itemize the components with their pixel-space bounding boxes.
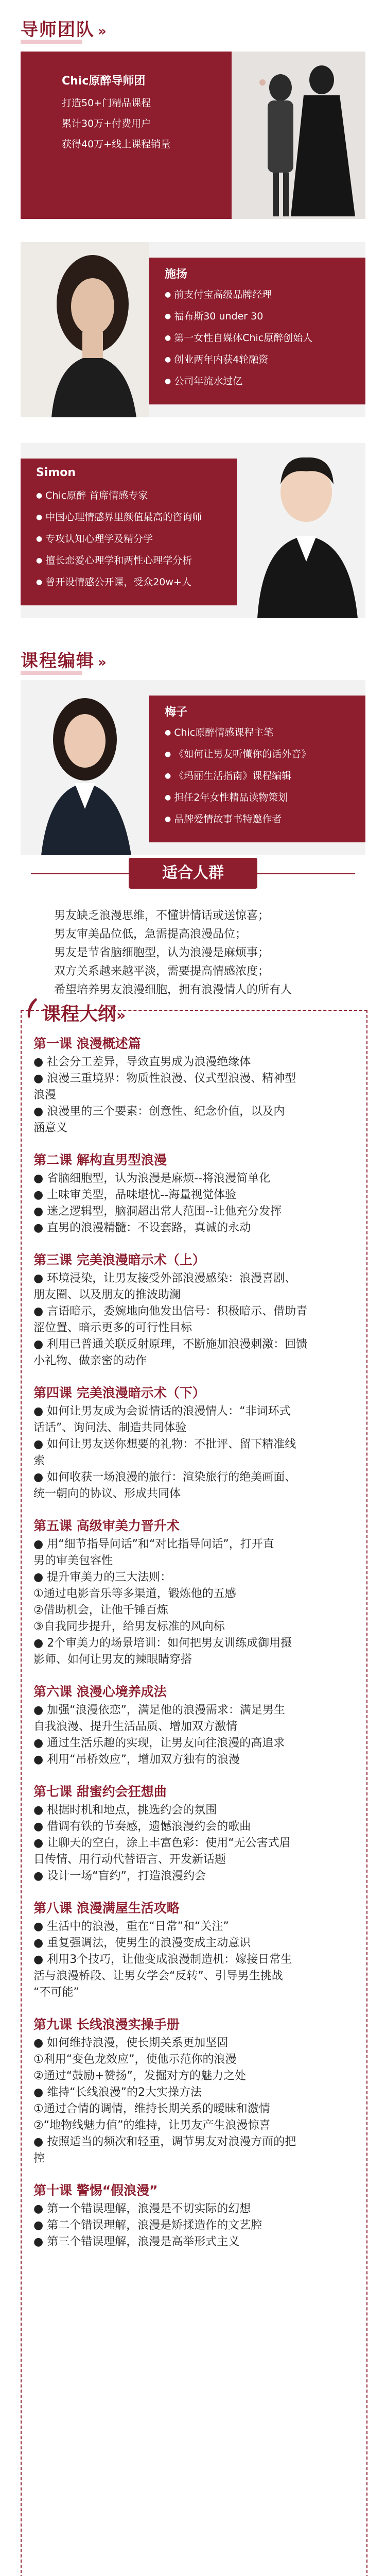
team-photo [21, 242, 149, 417]
portrait-man-icon [247, 443, 365, 618]
course-title: 第一课 浪漫概述篇 [33, 1036, 141, 1051]
course-item: ● 借调有铁的节奏感，遗憾浪漫约会的歌曲 [33, 1820, 251, 1833]
course-title: 第五课 高级审美力晋升术 [33, 1518, 180, 1533]
audience-line: 希望培养男友浪漫细胞，拥有浪漫情人的所有人 [54, 984, 292, 996]
team-photo [247, 443, 365, 618]
course-item: ● 重复强调法，使男生的浪漫变成主动意识 [33, 1937, 251, 1950]
course-item: ③自我同步提升，给男友标准的风向标 [33, 1620, 225, 1633]
course-item: 涵意义 [33, 1122, 68, 1134]
audience-line: 男友缺乏浪漫思维，不懂讲情话或送惊喜； [54, 909, 270, 922]
course-item: ● 第三个错误理解，浪漫是高举形式主义 [33, 2235, 240, 2248]
course-title: 第七课 甜蜜约会狂想曲 [33, 1784, 167, 1799]
course-item: ● 生活中的浪漫，重在“日常”和“关注” [33, 1920, 229, 1933]
card-info [21, 72, 232, 198]
course-item: ● 用“细节指导问话”和“对比指导问话”，打开直 [33, 1538, 274, 1551]
course-item: ● 根据时机和地点，挑选约会的氛围 [33, 1804, 217, 1817]
card-band [149, 696, 365, 842]
card-line: 累计30万+付费用户 [62, 118, 151, 129]
card-name: 梅子 [165, 706, 188, 719]
course-item: 朋友圈、以及朋友的推波助澜 [33, 1289, 181, 1301]
audience-line: 男友审美品位低，急需提高浪漫品位； [54, 928, 247, 941]
card-line: ● 《玛丽生活指南》课程编辑 [165, 766, 311, 787]
course-title: 第四课 完美浪漫暗示术（下） [33, 1385, 205, 1400]
course-item: ● 第一个错误理解，浪漫是不切实际的幻想 [33, 2202, 251, 2215]
card-line: ● 曾开设情感公开课，受众20w+人 [36, 572, 202, 594]
card-line: ● Chic原醉情感课程主笔 [165, 722, 311, 744]
course-item: ①通过电影音乐等多渠道，锻炼他的五感 [33, 1587, 236, 1600]
card-line: ● 创业两年内获4轮融资 [165, 349, 312, 371]
course-item: 涩位置、暗示更多的可行性目标 [33, 1321, 192, 1334]
card-line: ● 担任2年女性精品读物策划 [165, 787, 311, 809]
course-item: ● 维持“长线浪漫”的2大实操方法 [33, 2086, 202, 2099]
card-line: ● 第一女性自媒体Chic原醉创始人 [165, 328, 312, 349]
course-item: ● 土味审美型，品味堪忧--海量视觉体验 [33, 1189, 237, 1201]
card-line: ● 《如何让男友听懂你的话外音》 [165, 744, 311, 766]
team-card-1 [21, 52, 365, 219]
card-line: ● 专攻认知心理学及精分学 [36, 529, 202, 550]
course-item: ②通过“鼓励+赞扬”，发掘对方的魅力之处 [33, 2070, 246, 2082]
course-item: 目传情、用行动代替语言、开发新话题 [33, 1853, 226, 1866]
course-item: ● 利用3个技巧，让他变成浪漫制造机：嫁接日常生 [33, 1953, 292, 1966]
course-item: ● 如何让男友送你想要的礼物：不批评、留下精准线 [33, 1438, 296, 1451]
course-item: 索 [33, 1454, 45, 1467]
course-item: ● 第二个错误理解，浪漫是矫揉造作的文艺腔 [33, 2219, 262, 2232]
card-name: 施扬 [165, 268, 188, 281]
course-item: ● 利用已普通关联反射原理，不断施加浪漫刺激：回馈 [33, 1338, 308, 1351]
card-line: 获得40万+线上课程销量 [62, 139, 171, 150]
course-item: ● 设计一场“盲约”，打造浪漫约会 [33, 1870, 206, 1883]
card-band [149, 258, 365, 404]
course-item: 统一朝向的协议、形成共同体 [33, 1487, 181, 1500]
course-item: ● 如何让男友成为会说情话的浪漫情人：“非词环式 [33, 1405, 291, 1418]
course-title: 第三课 完美浪漫暗示术（上） [33, 1252, 205, 1267]
course-item: ● 迷之逻辑型，脑洞超出常人范围--让他充分发挥 [33, 1205, 282, 1218]
course-item: 男的审美包容性 [33, 1554, 113, 1567]
card-name: Simon [36, 466, 76, 479]
course-item: ● 利用“吊桥效应”，增加双方独有的浪漫 [33, 1753, 240, 1766]
card-line: ● Chic原醉 首席情感专家 [36, 485, 202, 507]
course-title: 第二课 解构直男型浪漫 [33, 1153, 167, 1167]
course-item: ● 2个审美力的场景培训：如何把男友训练成御用摄 [33, 1637, 292, 1650]
course-item: 小礼物、做亲密的动作 [33, 1354, 147, 1367]
course-item: “不可能” [33, 1986, 79, 1999]
course-item: ②“地物线魅力值”的维持，让男友产生浪漫惊喜 [33, 2119, 271, 2132]
portrait-editor-icon [21, 680, 149, 855]
quill-icon [25, 997, 39, 1020]
course-item: 话话”、询问法、制造共同体验 [33, 1421, 187, 1434]
course-item: 自我浪漫、提升生活品质、增加双方激情 [33, 1720, 238, 1733]
course-item: ①通过合情的调情，维持长期关系的暧昧和激情 [33, 2103, 270, 2115]
card-line: 打造50+门精品课程 [62, 97, 151, 109]
section-badge-audience: 适合人群 [129, 858, 257, 889]
course-item: ● 加强“浪漫依恋”，满足他的浪漫需求：满足男生 [33, 1704, 285, 1717]
course-item: 影师、如何让男友的辣眼睛穿搭 [33, 1653, 192, 1666]
course-item: ● 浪漫三重境界：物质性浪漫、仪式型浪漫、精神型 [33, 1072, 296, 1085]
course-title: 第九课 长线浪漫实操手册 [33, 2017, 180, 2032]
course-item: ● 浪漫里的三个要素：创意性、纪念价值，以及内 [33, 1105, 285, 1118]
course-title: 第十课 警惕“假浪漫” [33, 2183, 158, 2198]
card-name: Chic原醉导师团 [62, 75, 146, 88]
card-line: ● 福布斯30 under 30 [165, 306, 312, 328]
team-photo [232, 52, 365, 219]
course-item: 浪漫 [33, 1089, 57, 1101]
course-item: ● 通过生活乐趣的实现，让男友向往浪漫的高追求 [33, 1737, 285, 1750]
card-line: ● 中国心理情感界里颜值最高的咨询师 [36, 507, 202, 529]
course-item: ● 直男的浪漫精髓：不设套路，真诚的永动 [33, 1222, 251, 1234]
course-item: ● 环境浸染，让男友接受外部浪漫感染：浪漫喜剧、 [33, 1272, 296, 1285]
section-title-outline: 课程大纲» [42, 1004, 126, 1025]
group-portrait-icon [232, 52, 365, 219]
course-item: ②借助机会，让他千锤百炼 [33, 1604, 168, 1617]
course-item: ● 如何维持浪漫，使长期关系更加坚固 [33, 2037, 229, 2049]
section-title-editors: 课程编辑 » [21, 647, 108, 672]
course-item: ● 言语暗示，委婉地向他发出信号：积极暗示、借助青 [33, 1305, 308, 1318]
course-item: ● 社会分工差异，导致直男成为浪漫绝缘体 [33, 1056, 251, 1069]
portrait-woman-icon [21, 242, 149, 417]
course-item: 控 [33, 2152, 45, 2165]
team-card-3 [21, 443, 365, 618]
course-title: 第八课 浪漫满屋生活攻略 [33, 1901, 180, 1916]
course-item: ● 按照适当的频次和轻重，调节男友对浪漫方面的把 [33, 2136, 296, 2148]
course-item: ● 如何收获一场浪漫的旅行：渲染旅行的绝美画面、 [33, 1471, 296, 1484]
card-line: ● 前支付宝高级品牌经理 [165, 284, 312, 306]
editor-photo [21, 680, 149, 855]
card-band [21, 459, 237, 605]
divider-left [31, 873, 129, 874]
card-line: ● 品牌爱情故事书特邀作者 [165, 809, 311, 831]
course-title: 第六课 浪漫心境养成法 [33, 1684, 167, 1699]
editor-card [21, 680, 365, 855]
course-item: 活与浪漫桥段、让男女学会“反转”、引导男生挑战 [33, 1970, 283, 1982]
course-item: ● 提升审美力的三大法则： [33, 1571, 172, 1584]
team-card-2 [21, 242, 365, 417]
section-title-team: 导师团队 » [21, 15, 108, 41]
divider-right [257, 873, 355, 874]
course-item: ● 省脑细胞型，认为浪漫是麻烦--将浪漫简单化 [33, 1172, 271, 1185]
course-item: ①利用“变色龙效应”，使他示范你的浪漫 [33, 2053, 237, 2066]
course-item: ● 让聊天的空白，涂上丰富色彩：使用“无公害式眉 [33, 1837, 291, 1850]
audience-line: 双方关系越来越平淡，需要提高情感浓度； [54, 965, 270, 978]
card-line: ● 擅长恋爱心理学和两性心理学分析 [36, 550, 202, 572]
card-line: ● 公司年流水过亿 [165, 371, 312, 393]
audience-line: 男友是节省脑细胞型，认为浪漫是麻烦事； [54, 946, 270, 959]
